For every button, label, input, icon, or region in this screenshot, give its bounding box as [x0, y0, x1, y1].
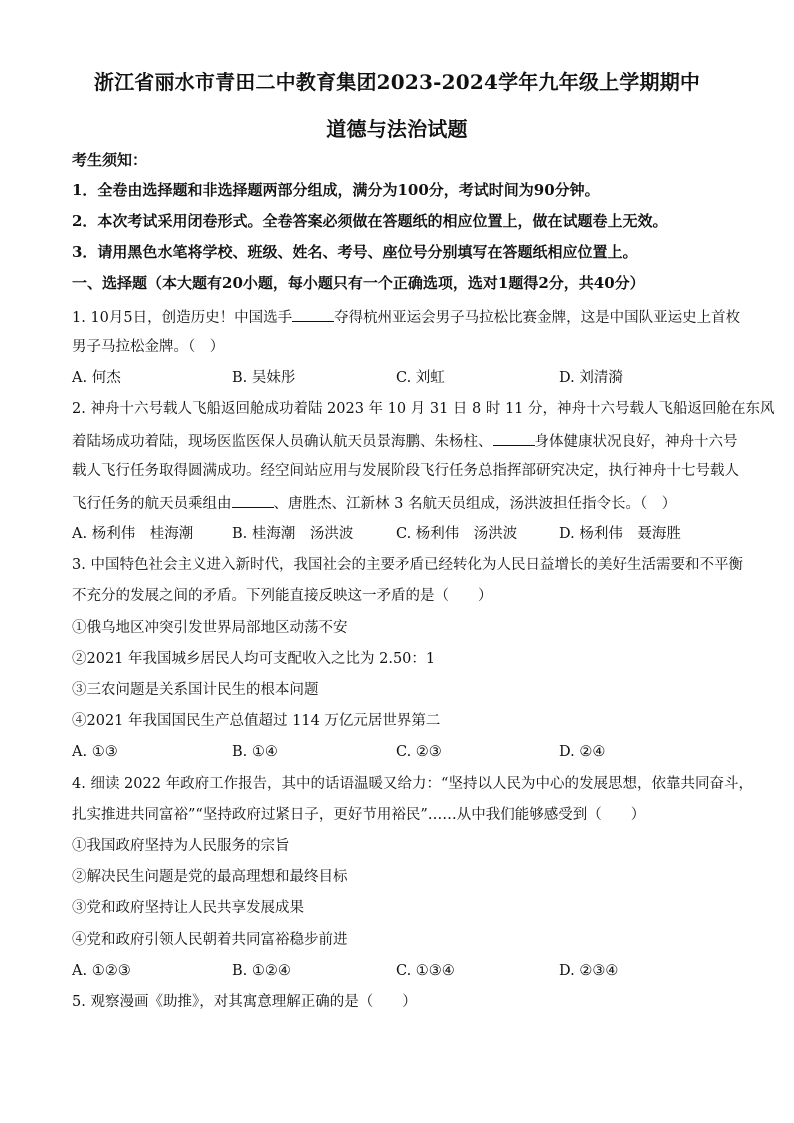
question-1-line [72, 306, 740, 328]
exam-title-line1: 浙江省丽水市青田二中教育集团2023-2024学年九年级上学期期中 [93, 70, 701, 94]
statement-2: ②2021 年我国城乡居民人均可支配收入之比为 2.50：1 [72, 651, 436, 667]
option-a: A. 何杰 [72, 370, 121, 386]
question-text: 1. 10月5日，创造历史！中国选手 [72, 310, 293, 326]
answer-blank [232, 492, 274, 508]
question-4-line: 扎实推进共同富裕”“坚持政府过紧日子，更好节用裕民”……从中我们能够感受到（ ） [72, 807, 646, 823]
option-c: C. 杨利伟 汤洪波 [396, 526, 518, 542]
statement-3: ③三农问题是关系国计民生的根本问题 [72, 682, 319, 698]
question-3-line: 3. 中国特色社会主义进入新时代，我国社会的主要矛盾已经转化为人民日益增长的美好生活需要和不平衡 [72, 557, 743, 573]
option-a: A. 杨利伟 桂海潮 [72, 526, 194, 542]
notice-item: 2．本次考试采用闭卷形式。全卷答案必须做在答题纸的相应位置上，做在试题卷上无效。 [72, 212, 668, 230]
question-text: 着陆场成功着陆，现场医监医保人员确认航天员景海鹏、朱杨柱、 [72, 434, 493, 450]
question-5-line: 5. 观察漫画《助推》，对其寓意理解正确的是（ ） [72, 994, 417, 1010]
question-3-options [72, 742, 752, 762]
option-a: A. ①③ [72, 744, 118, 760]
option-a: A. ①②③ [72, 963, 131, 979]
notice-item: 1．全卷由选择题和非选择题两部分组成，满分为100分，考试时间为90分钟。 [72, 181, 600, 199]
notice-item: 3．请用黑色水笔将学校、班级、姓名、考号、座位号分别填写在答题纸相应位置上。 [72, 243, 638, 261]
statement-4: ④2021 年我国国民生产总值超过 114 万亿元居世界第二 [72, 713, 441, 729]
option-c: C. ②③ [396, 744, 442, 760]
option-d: D. ②③④ [559, 963, 619, 979]
option-d: D. 杨利伟 聂海胜 [559, 526, 681, 542]
question-1-options [72, 368, 752, 388]
question-2-options [72, 524, 752, 544]
option-c: C. 刘虹 [396, 370, 445, 386]
question-2-line [72, 430, 738, 452]
exam-title-line2: 道德与法治试题 [326, 117, 468, 141]
question-text: 、唐胜杰、江新林 3 名航天员组成，汤洪波担任指令长。（ ） [273, 496, 677, 512]
question-text: 身体健康状况良好，神舟十六号 [534, 434, 738, 450]
option-d: D. 刘清漪 [559, 370, 623, 386]
option-b: B. ①④ [232, 744, 278, 760]
answer-blank [493, 430, 535, 446]
option-d: D. ②④ [559, 744, 606, 760]
statement-1: ①我国政府坚持为人民服务的宗旨 [72, 838, 290, 854]
option-b: B. 吴妹彤 [232, 370, 296, 386]
question-text: 夺得杭州亚运会男子马拉松比赛金牌，这是中国队亚运史上首枚 [334, 310, 741, 326]
question-2-line [72, 492, 676, 514]
question-3-line: 不充分的发展之间的矛盾。下列能直接反映这一矛盾的是（ ） [72, 588, 493, 604]
question-text: 飞行任务的航天员乘组由 [72, 496, 232, 512]
notice-header: 考生须知： [72, 151, 148, 169]
section-heading: 一、选择题（本大题有20小题，每小题只有一个正确选项，选对1题得2分，共40分） [72, 274, 645, 292]
option-b: B. ①②④ [232, 963, 291, 979]
question-2-line: 载人飞行任务取得圆满成功。经空间站应用与发展阶段飞行任务总指挥部研究决定，执行神舟十七号载人 [72, 463, 739, 479]
statement-4: ④党和政府引领人民朝着共同富裕稳步前进 [72, 932, 348, 948]
option-b: B. 桂海潮 汤洪波 [232, 526, 354, 542]
statement-3: ③党和政府坚持让人民共享发展成果 [72, 900, 304, 916]
question-1-line: 男子马拉松金牌。（ ） [72, 339, 225, 355]
answer-blank [292, 306, 334, 322]
question-4-line: 4. 细读 2022 年政府工作报告，其中的话语温暖又给力：“坚持以人民为中心的发展思想，依靠共同奋斗， [72, 776, 753, 792]
statement-1: ①俄乌地区冲突引发世界局部地区动荡不安 [72, 620, 348, 636]
question-2-line: 2. 神舟十六号载人飞船返回舱成功着陆 2023 年 10 月 31 日 8 时 11 分，神舟十六号载人飞船返回舱在东风 [72, 401, 775, 417]
option-c: C. ①③④ [396, 963, 455, 979]
statement-2: ②解决民生问题是党的最高理想和最终目标 [72, 869, 348, 885]
question-4-options [72, 961, 752, 981]
